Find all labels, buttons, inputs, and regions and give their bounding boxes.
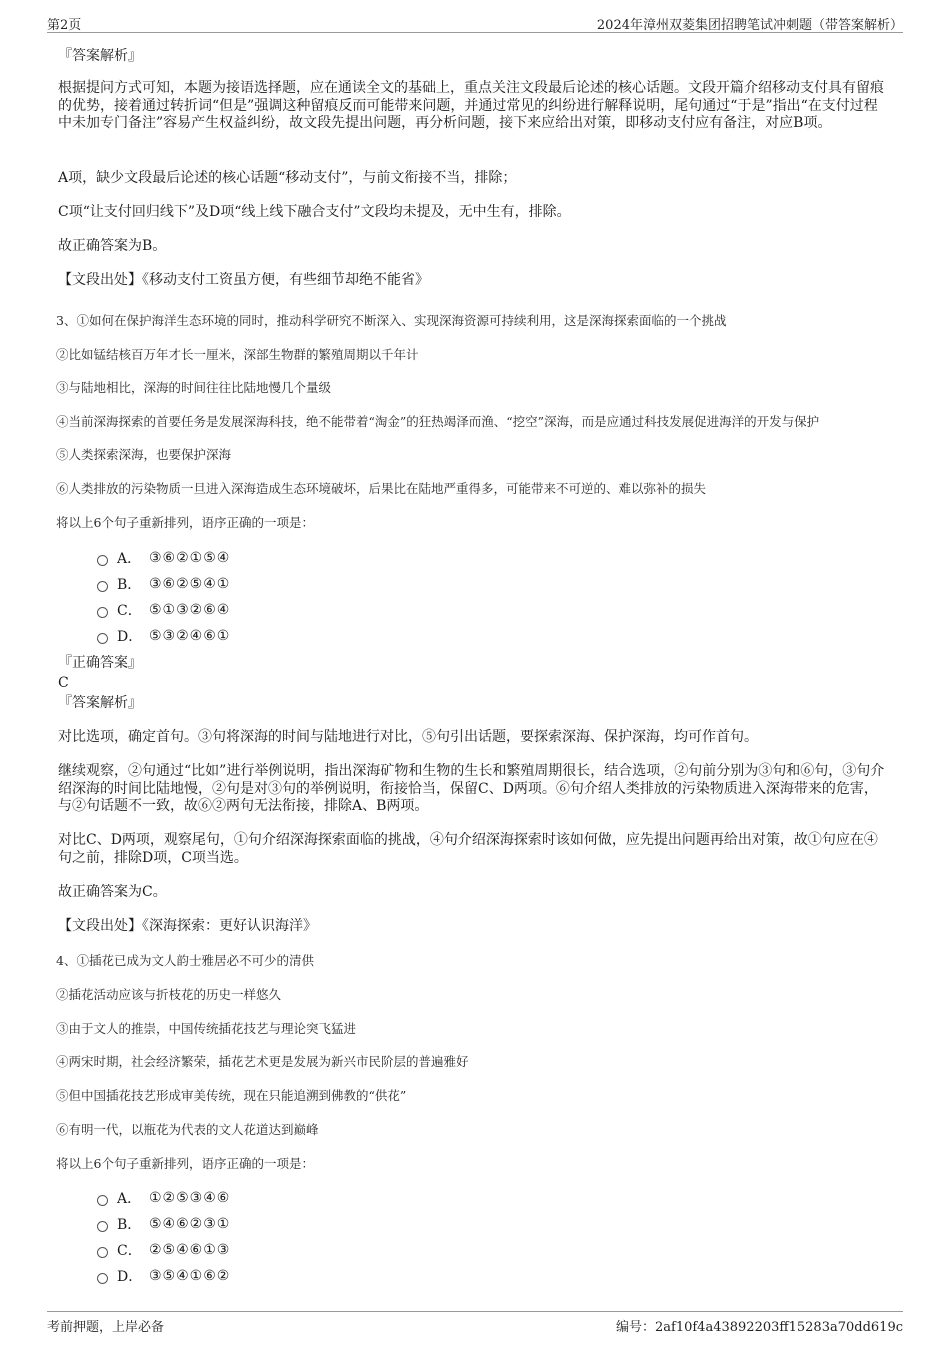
radio-icon[interactable] [97, 1195, 108, 1206]
radio-icon[interactable] [97, 1221, 108, 1232]
q3-option-c[interactable]: C． ⑤①③②⑥④ [97, 601, 230, 619]
q4-sentence-6: ⑥有明一代，以瓶花为代表的文人花道达到巅峰 [56, 1122, 319, 1137]
document-serial: 编号：2af10f4a43892203ff15283a70dd619c [616, 1320, 903, 1335]
q3-analysis-label: 『答案解析』 [58, 695, 142, 711]
radio-icon[interactable] [97, 555, 108, 566]
q3-sentence-3: ③与陆地相比，深海的时间往往比陆地慢几个量级 [56, 380, 332, 395]
q2-analysis-label: 『答案解析』 [58, 48, 142, 64]
q3-analysis-2: 继续观察，②句通过“比如”进行举例说明，指出深海矿物和生物的生长和繁殖周期很长，结合选项，②句前分别为③句和⑥句，③句介绍深海的时间比陆地慢，②句是对③句的举例说明，衔接恰当，保留C、D两项。⑥句介绍人类排放的污染物质进入深海带来的危害，与②句话题不一致，故⑥②两句无法衔接，排除A、B两项。 [58, 763, 885, 814]
q4-option-a[interactable]: A． ①②⑤③④⑥ [97, 1189, 230, 1207]
q3-source: 【文段出处】《深海探索：更好认识海洋》 [58, 918, 317, 934]
q3-sentence-1: 3、①如何在保护海洋生态环境的同时，推动科学研究不断深入、实现深海资源可持续利用，这是深海探索面临的一个挑战 [56, 313, 727, 328]
q3-option-d[interactable]: D． ⑤③②④⑥① [97, 627, 230, 645]
radio-icon[interactable] [97, 581, 108, 592]
q3-prompt: 将以上6个句子重新排列，语序正确的一项是： [56, 515, 314, 530]
q3-answer-label: 『正确答案』 [58, 655, 142, 671]
q3-option-b[interactable]: B． ③⑥②⑤④① [97, 575, 230, 593]
q3-sentence-4: ④当前深海探索的首要任务是发展深海科技，绝不能带着“淘金”的狂热竭泽而渔、“挖空”深海，而是应通过科技发展促进海洋的开发与保护 [56, 414, 820, 429]
document-title: 2024年漳州双菱集团招聘笔试冲刺题（带答案解析） [596, 18, 903, 33]
q4-prompt: 将以上6个句子重新排列，语序正确的一项是： [56, 1156, 314, 1171]
q3-sentence-5: ⑤人类探索深海，也要保护深海 [56, 447, 232, 462]
q2-option-a-note: A项，缺少文段最后论述的核心话题“移动支付”，与前文衔接不当，排除； [58, 170, 517, 186]
radio-icon[interactable] [97, 607, 108, 618]
page-footer [47, 1311, 903, 1336]
q2-source: 【文段出处】《移动支付工资虽方便，有些细节却绝不能省》 [58, 272, 429, 288]
radio-icon[interactable] [97, 1273, 108, 1284]
q4-sentence-4: ④两宋时期，社会经济繁荣，插花艺术更是发展为新兴市民阶层的普遍雅好 [56, 1054, 469, 1069]
q3-sentence-2: ②比如锰结核百万年才长一厘米，深部生物群的繁殖周期以千年计 [56, 347, 419, 362]
q4-sentence-3: ③由于文人的推崇，中国传统插花技艺与理论突飞猛进 [56, 1021, 357, 1036]
q4-option-d[interactable]: D． ③⑤④①⑥② [97, 1267, 230, 1285]
q2-option-cd-note: C项“让支付回归线下”及D项“线上线下融合支付”文段均未提及，无中生有，排除。 [58, 204, 571, 220]
q4-option-b[interactable]: B． ⑤④⑥②③① [97, 1215, 230, 1233]
q4-sentence-5: ⑤但中国插花技艺形成审美传统，现在只能追溯到佛教的“供花” [56, 1088, 407, 1103]
q3-option-a[interactable]: A． ③⑥②①⑤④ [97, 549, 230, 567]
q2-conclusion: 故正确答案为B。 [58, 238, 167, 254]
q4-sentence-2: ②插花活动应该与折枝花的历史一样悠久 [56, 987, 282, 1002]
radio-icon[interactable] [97, 1247, 108, 1258]
page-header [47, 10, 903, 33]
q2-analysis-text: 根据提问方式可知，本题为接语选择题，应在通读全文的基础上，重点关注文段最后论述的核心话题。文段开篇介绍移动支付具有留痕的优势，接着通过转折词“但是”强调这种留痕反而可能带来问题，并通过常见的纠纷进行解释说明，尾句通过“于是”指出“在支付过程中未加专门备注”容易产生权益纠纷，故文段先提出问题，再分析问题，接下来应给出对策，即移动支付应有备注，对应B项。 [58, 80, 884, 131]
q3-analysis-1: 对比选项，确定首句。③句将深海的时间与陆地进行对比，⑤句引出话题，要探索深海、保护深海，均可作首句。 [58, 729, 758, 745]
q3-analysis-3: 对比C、D两项，观察尾句，①句介绍深海探索面临的挑战，④句介绍深海探索时该如何做，应先提出问题再给出对策，故①句应在④句之前，排除D项，C项当选。 [58, 832, 878, 866]
radio-icon[interactable] [97, 633, 108, 644]
q3-conclusion: 故正确答案为C。 [58, 884, 167, 900]
page-number: 第2页 [47, 18, 82, 33]
q4-option-c[interactable]: C． ②⑤④⑥①③ [97, 1241, 230, 1259]
q3-answer: C [58, 675, 69, 691]
q4-sentence-1: 4、①插花已成为文人韵士雅居必不可少的清供 [56, 953, 314, 968]
footer-slogan: 考前押题，上岸必备 [47, 1320, 165, 1335]
q3-sentence-6: ⑥人类排放的污染物质一旦进入深海造成生态环境破坏，后果比在陆地严重得多，可能带来不可逆的、难以弥补的损失 [56, 481, 707, 496]
